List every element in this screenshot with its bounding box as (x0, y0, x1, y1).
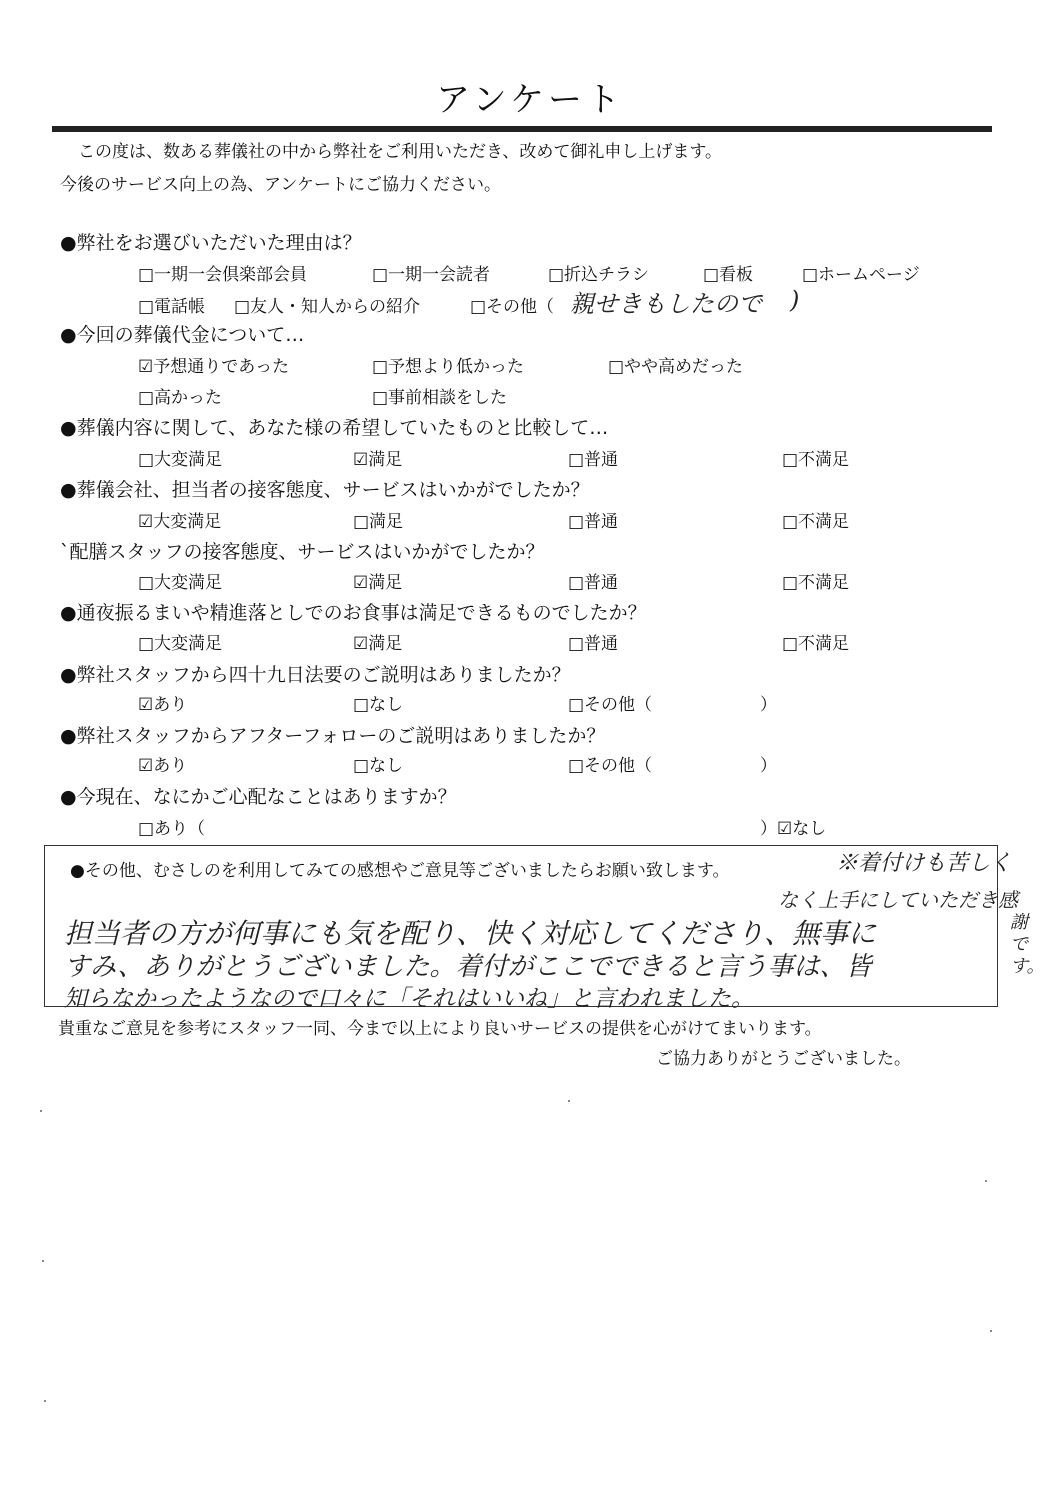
q1-option-phonebook[interactable]: □電話帳 (138, 297, 206, 317)
q3-option-very-satisfied[interactable]: □大変満足 (138, 450, 223, 470)
q8-option-yes[interactable]: ☑あり (138, 756, 188, 776)
question-5: `配膳スタッフの接客態度、サービスはいかがでしたか？ (60, 541, 545, 563)
question-3: ●葬儀内容に関して、あなた様の希望していたものと比較して… (60, 417, 609, 439)
title-rule (52, 126, 992, 132)
q9-option-no[interactable]: ）☑なし (760, 819, 827, 839)
comments-line-2: すみ、ありがとうございました。着付がここでできると言う事は、皆 (64, 952, 872, 982)
comments-line-3: 知らなかったようなので口々に「それはいいね」と言われました。 (64, 986, 754, 1012)
q1-option-friend[interactable]: □友人・知人からの紹介 (234, 297, 421, 317)
closing-line-2: ご協力ありがとうございました。 (656, 1049, 911, 1069)
scan-speck (44, 1400, 46, 1402)
question-7: ●弊社スタッフから四十九日法要のご説明はありましたか？ (60, 664, 571, 686)
q6-option-satisfied[interactable]: ☑満足 (353, 634, 403, 654)
question-9: ●今現在、なにかご心配なことはありますか？ (60, 786, 457, 808)
q5-option-satisfied[interactable]: ☑満足 (353, 573, 403, 593)
closing-line-1: 貴重なご意見を参考にスタッフ一同、今まで以上により良いサービスの提供を心がけてまいります。 (58, 1019, 822, 1039)
q4-option-normal[interactable]: □普通 (568, 512, 619, 532)
scan-speck (40, 1110, 42, 1112)
q4-option-unsatisfied[interactable]: □不満足 (782, 512, 850, 532)
intro-line-2: 今後のサービス向上の為、アンケートにご協力ください。 (60, 175, 501, 195)
question-4: ●葬儀会社、担当者の接客態度、サービスはいかがでしたか？ (60, 479, 590, 501)
q1-other-answer: 親せきもしたので (570, 290, 762, 318)
scan-speck (568, 1100, 570, 1102)
q7-option-yes[interactable]: ☑あり (138, 695, 188, 715)
q2-option-lower[interactable]: □予想より低かった (372, 357, 525, 377)
q2-option-consulted[interactable]: □事前相談をした (372, 388, 508, 408)
comments-line-1: 担当者の方が何事にも気を配り、快く対応してくださり、無事に (64, 917, 877, 950)
question-8: ●弊社スタッフからアフターフォローのご説明はありましたか？ (60, 725, 606, 747)
q1-option-homepage[interactable]: □ホームページ (802, 265, 920, 285)
q6-option-unsatisfied[interactable]: □不満足 (782, 634, 850, 654)
q4-option-satisfied[interactable]: □満足 (353, 512, 404, 532)
intro-line-1: この度は、数ある葬儀社の中から弊社をご利用いただき、改めて御礼申し上げます。 (78, 142, 722, 162)
q4-option-very-satisfied[interactable]: ☑大変満足 (138, 512, 222, 532)
q1-other-close: ) (790, 286, 800, 314)
q8-option-other[interactable]: □その他（ (568, 756, 653, 776)
q2-option-as-expected[interactable]: ☑予想通りであった (138, 357, 290, 377)
comments-margin-note-top: ※着付けも苦しく (836, 851, 1013, 876)
q3-option-unsatisfied[interactable]: □不満足 (782, 450, 850, 470)
q6-option-very-satisfied[interactable]: □大変満足 (138, 634, 223, 654)
q6-option-normal[interactable]: □普通 (568, 634, 619, 654)
survey-title: アンケート (436, 80, 624, 120)
question-6: ●通夜振るまいや精進落としでのお食事は満足できるものでしたか？ (60, 602, 647, 624)
q2-option-high[interactable]: □高かった (138, 388, 223, 408)
q5-option-normal[interactable]: □普通 (568, 573, 619, 593)
q7-option-no[interactable]: □なし (353, 695, 404, 715)
q1-option-reader[interactable]: □一期一会読者 (372, 265, 491, 285)
q1-option-other[interactable]: □その他（ (470, 297, 555, 317)
scan-speck (990, 1330, 992, 1332)
q7-other-close: ） (760, 695, 777, 715)
comments-margin-note-2: なく上手にしていただき感 (778, 888, 1018, 912)
scan-speck (985, 1180, 987, 1182)
q2-option-slightly-high[interactable]: □やや高めだった (608, 357, 744, 377)
q5-option-unsatisfied[interactable]: □不満足 (782, 573, 850, 593)
q3-option-satisfied[interactable]: ☑満足 (353, 450, 403, 470)
q3-option-normal[interactable]: □普通 (568, 450, 619, 470)
question-1: ●弊社をお選びいただいた理由は？ (60, 232, 362, 254)
comments-prompt: ●その他、むさしのを利用してみての感想やご意見等ございましたらお願い致します。 (70, 861, 730, 881)
q1-option-signboard[interactable]: □看板 (703, 265, 754, 285)
comments-margin-note-side: 謝です。 (1010, 912, 1045, 977)
q1-option-flyer[interactable]: □折込チラシ (548, 265, 650, 285)
scan-speck (42, 1260, 44, 1262)
q1-option-club-member[interactable]: □一期一会倶楽部会員 (138, 265, 308, 285)
q8-other-close: ） (760, 756, 777, 776)
q5-option-very-satisfied[interactable]: □大変満足 (138, 573, 223, 593)
q8-option-no[interactable]: □なし (353, 756, 404, 776)
q7-option-other[interactable]: □その他（ (568, 695, 653, 715)
q9-option-yes[interactable]: □あり（ (138, 819, 206, 839)
question-2: ●今回の葬儀代金について… (60, 324, 305, 346)
